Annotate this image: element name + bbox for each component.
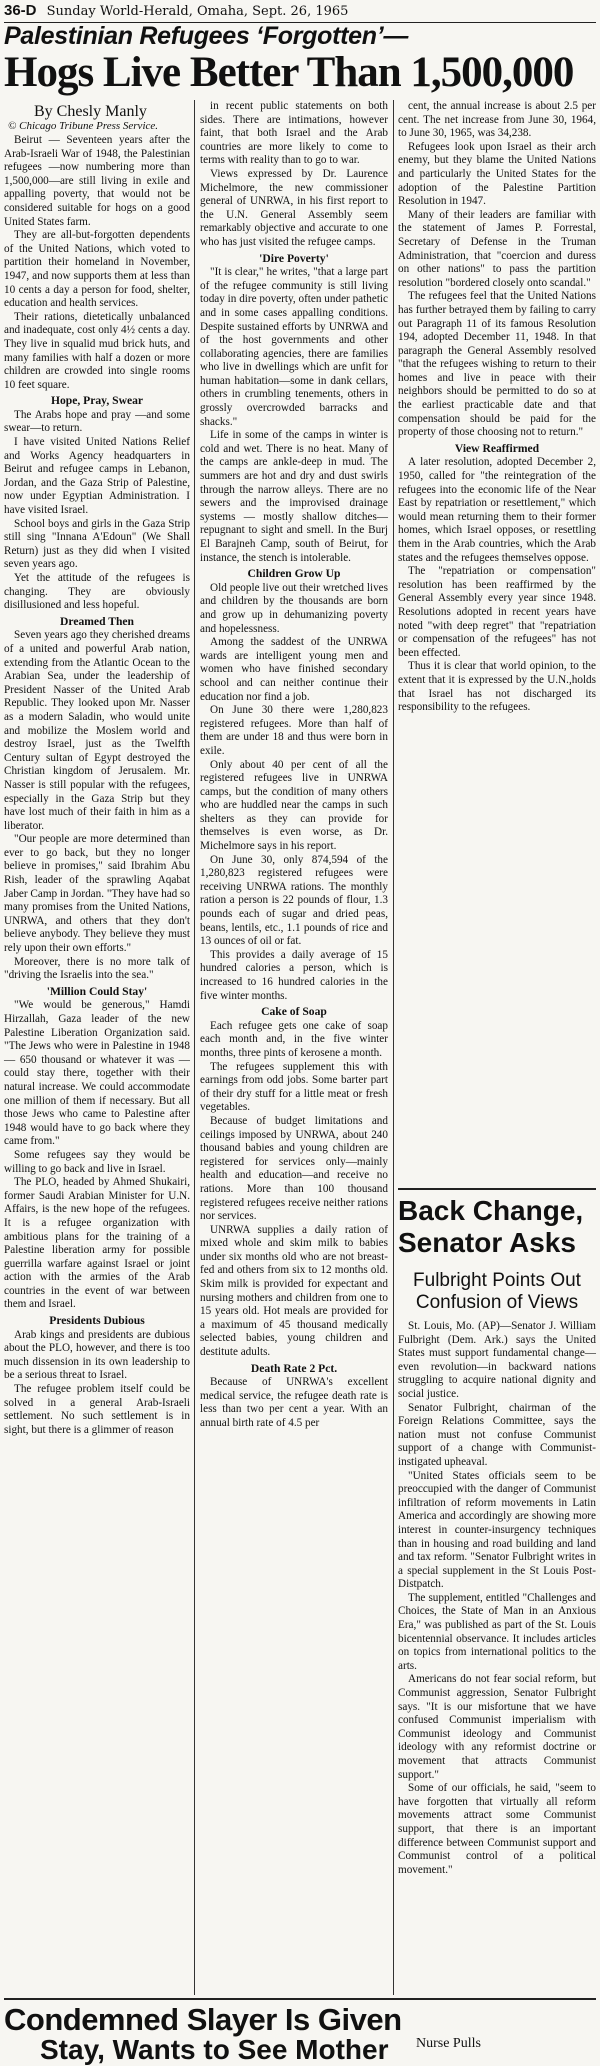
sidebar-deck: Fulbright Points Out Confusion of Views xyxy=(413,1270,581,1313)
paragraph: "It is clear," he writes, "that a large part of the refugee community is still living today in dire poverty, often under pathetic and in some cases appalling conditions. Despite sustained efforts by UNRWA and of the host governments and other collaborating agencies, there are families who live in dwellings which are unfit for human habitation—some in dank cellars, others in crumbling tenements, others in grossly overcrowded barracks and shacks." xyxy=(200,266,388,428)
bottom-extra-text: Nurse Pulls xyxy=(416,2036,481,2051)
paragraph: The refugee problem itself could be solved in a general Arab-Israeli settlement. No such settlement is in sight, but there is a glimmer of reason xyxy=(4,1383,190,1436)
paragraph: Their rations, dietetically unbalanced and inadequate, cost only 4½ cents a day. They live in squalid mud brick huts, and many families with half a dozen or more children are crowded into single rooms 10 feet square. xyxy=(4,310,190,391)
paragraph: The supplement, entitled "Challenges and Choices, the State of Man in an Anxious Era," was published as part of the St. Louis bicentennial observance. It includes articles on topics from international politics to the arts. xyxy=(398,1591,596,1672)
subhead: Children Grow Up xyxy=(247,567,341,581)
column-rule xyxy=(194,100,195,1995)
paragraph: A later resolution, adopted December 2, 1950, called for "the reintegration of the refugees into the economic life of the Near East by repatriation or resettlement," which would mean returning them to their former homes, which Israel opposes, or resettling them in the Arab countries, which the Arab states and the refugees themselves oppose. xyxy=(398,456,596,564)
paragraph: Some refugees say they would be willing to go back and live in Israel. xyxy=(4,1148,190,1175)
article-column-2 xyxy=(200,100,388,1431)
paragraph: Views expressed by Dr. Laurence Michelmore, the new commissioner general of UNRWA, in his first report to the U.N. General Assembly seem remarkably objective and accurate to one who has just visited the refugee camps. xyxy=(200,167,388,248)
sidebar-article xyxy=(398,1320,596,1877)
paragraph: cent, the annual increase is about 2.5 per cent. The net increase from June 30, 1964, to June 30, 1965, was 34,238. xyxy=(398,100,596,140)
article-column-3 xyxy=(398,100,596,715)
paragraph: On June 30 there were 1,280,823 registered refugees. More than half of them are under 18 and thus were born in exile. xyxy=(200,704,388,757)
paragraph: Arab kings and presidents are dubious about the PLO, however, and there is too much dissension in its own leadership to be a serious threat to Israel. xyxy=(4,1328,190,1382)
paragraph: This provides a daily average of 15 hundred calories a person, which is increased to 16 hundred calories in the five winter months. xyxy=(200,948,388,1002)
sidebar-headline: Back Change, Senator Asks xyxy=(398,1195,584,1258)
kicker-headline: Palestinian Refugees ‘Forgotten’— xyxy=(4,22,409,50)
paragraph: Many of their leaders are familiar with the statement of James P. Forrestal, Secretary of Defense in the Truman Administration, that "coercion and duress on other nations" to pass the partition resolution "bordered closely onto scandal." xyxy=(398,208,596,289)
paragraph: The refugees feel that the United Nations has further betrayed them by failing to carry out Paragraph 11 of its famous Resolution 194, adopted December 11, 1948. In that paragraph the General Assembly resolved "that the refugees wishing to return to their homes and live in peace with their neighbors should be permitted to do so at the earliest practicable date and that compensation should be paid for the property of those choosing not to return." xyxy=(398,290,596,439)
paragraph: Thus it is clear that world opinion, to the extent that it is expressed by the U.N.,holds that Israel has not discharged its responsibility to the refugees. xyxy=(398,660,596,714)
paragraph: St. Louis, Mo. (AP)—Senator J. William Fulbright (Dem. Ark.) says the United States must support fundamental change—even revolution—in backward nations struggling to acquire national dignity and social justice. xyxy=(398,1320,596,1400)
paragraph: On June 30, only 874,594 of the 1,280,823 registered refugees were receiving UNRWA rations. The monthly ration a person is 22 pounds of flour, 1.3 pounds each of sugar and dried peas, beans, lentils, etc., 1.1 pounds of rice and 13 ounces of oil or fat. xyxy=(200,853,388,948)
paragraph: Beirut — Seventeen years after the Arab-Israeli War of 1948, the Palestinian refugees —now numbering more than 1,500,000—are still living in exile and appalling poverty, that would not be considered suitable for hogs on a good United States farm. xyxy=(4,134,190,228)
page-number: 36-D xyxy=(4,2,37,19)
paragraph: Only about 40 per cent of all the registered refugees live in UNRWA camps, but the condition of many others who are huddled near the camps in such shelters as they can provide for themselves is even worse, as Dr. Michelmore says in his report. xyxy=(200,758,388,853)
subhead: View Reaffirmed xyxy=(454,441,540,455)
paragraph: Because of UNRWA's excellent medical service, the refugee death rate is less than two per cent a year. With an annual birth rate of 4.5 per xyxy=(200,1376,388,1429)
paragraph: Some of our officials, he said, "seem to have forgotten that virtually all reform movements attract some Communist support, that there is an important difference between Communist support and Communist control of a political movement." xyxy=(398,1782,596,1876)
subhead: Cake of Soap xyxy=(261,1005,327,1019)
dateline: Sunday World-Herald, Omaha, Sept. 26, 1965 xyxy=(46,4,349,19)
paragraph: Because of budget limitations and ceilings imposed by UNRWA, about 240 thousand babies and young children are registered for services only—mainly health and education—and receive no rations. More than 100 thousand registered refugees receive neither rations nor services. xyxy=(200,1114,388,1223)
subhead: Death Rate 2 Pct. xyxy=(250,1361,338,1375)
paragraph: UNRWA supplies a daily ration of mixed whole and skim milk to babies under six months old who are not breast-fed and others from six to 12 months old. Skim milk is provided for expectant and nursing mothers and children from one to 15 years old. Hot meals are provided for a maximum of 45 thousand medically selected babies, young children and destitute adults. xyxy=(200,1223,388,1359)
paragraph: Moreover, there is no more talk of "driving the Israelis into the sea." xyxy=(4,955,190,982)
paragraph: Senator Fulbright, chairman of the Foreign Relations Committee, says the nation must not confuse Communist support of a change with Communist-instigated upheaval. xyxy=(398,1401,596,1468)
paragraph: The Arabs hope and pray —and some swear—to return. xyxy=(4,408,190,435)
paragraph: Old people live out their wretched lives and children by the thousands are born and grow up in dehumanizing poverty and hopelessness. xyxy=(200,581,388,635)
paragraph: The refugees supplement this with earnings from odd jobs. Some barter part of their dry stuff for a little meat or fresh vegetables. xyxy=(200,1060,388,1114)
paragraph: Seven years ago they cherished dreams of a united and powerful Arab nation, extending from the Atlantic Ocean to the Arabian Sea, under the leadership of President Nasser of the United Arab Republic. They looked upon Mr. Nasser as a modern Saladin, who would unite and mobilize the Moslem world and destroy Israel, just as the Twelfth Century sultan of Egypt destroyed the Christian kingdom of Jerusalem. Mr. Nasser is still popular with the refugees, especially in the Gaza Strip but they have lost much of their faith in him as a liberator. xyxy=(4,629,190,832)
paragraph: "United States officials seem to be preoccupied with the danger of Communist infiltration of reform movements in Latin America and accordingly are showing more interest in counter-insurgency techniques than in housing and road building and land and tax reform. "Senator Fulbright writes in a special supplement in the St Louis Post-Distpatch. xyxy=(398,1469,596,1591)
paragraph: Life in some of the camps in winter is cold and wet. There is no heat. Many of the camps are ankle-deep in mud. The summers are hot and dry and dust swirls through the narrow alleys. There are no sewers and the improvised drainage systems — mostly shallow ditches—repugnant to sight and smell. In the Burj El Barajneh Camp, south of Beirut, for instance, the stench is intolerable. xyxy=(200,429,388,564)
subhead: 'Million Could Stay' xyxy=(46,984,148,998)
paragraph: Refugees look upon Israel as their arch enemy, but they blame the United Nations and particularly the United States for the adoption of the Palestine Partition Resolution in 1947. xyxy=(398,140,596,208)
paragraph: Yet the attitude of the refugees is changing. They are obviously disillusioned and less hopeful. xyxy=(4,572,190,612)
article-column-1 xyxy=(4,134,190,1437)
press-credit: © Chicago Tribune Press Service. xyxy=(8,120,159,132)
bottom-subhead: Stay, Wants to See Mother xyxy=(40,2034,389,2065)
subhead: Dreamed Then xyxy=(60,614,134,628)
bottom-headline: Condemned Slayer Is Given xyxy=(4,2002,402,2037)
paragraph: The PLO, headed by Ahmed Shukairi, former Saudi Arabian Minister for U.N. Affairs, is the new hope of the refugees. It is a refugee organization with ambitious plans for the training of a Palestine liberation army for possible guerrilla warfare against Israel or joint action with the armies of the Arab countries in the event of war between them and Israel. xyxy=(4,1176,190,1311)
paragraph: "Our people are more determined than ever to go back, but they no longer believe in promises," said Ibrahim Abu Rish, leader of the sprawling Aqabat Jaber Camp in Jordan. "They have had so many promises from the United Nations, UNRWA, and others that they don't believe anybody. They believe they must rely upon their own efforts." xyxy=(4,833,191,955)
column-rule xyxy=(393,100,394,1995)
paragraph: Among the saddest of the UNRWA wards are intelligent young men and women who have finished secondary school and can neither continue their education nor find a job. xyxy=(200,636,388,703)
subhead: 'Dire Poverty' xyxy=(259,251,329,265)
byline: By Chesly Manly xyxy=(34,103,147,120)
paragraph: Each refugee gets one cake of soap each month and, in the five winter months, three pints of kerosene a month. xyxy=(200,1019,388,1059)
paragraph: School boys and girls in the Gaza Strip still sing "Innana A'Edoun" (We Shall Return) just as they did when I visited seven years ago. xyxy=(4,517,190,571)
sidebar-rule xyxy=(398,1188,596,1190)
subhead: Hope, Pray, Swear xyxy=(50,394,144,408)
paragraph: Americans do not fear social reform, but Communist aggression, Senator Fulbright says. "It is our misfortune that we have confused Communist imperialism with Communist ideology and Communist ideology with any reformist doctrine or movement that attracts Communist support." xyxy=(398,1673,596,1781)
bottom-rule xyxy=(4,1998,596,2000)
paragraph: They are all-but-forgotten dependents of the United Nations, which voted to partition their homeland in November, 1947, and now supports them at less than 10 cents a day a person for food, shelter, education and health services. xyxy=(4,229,190,310)
paragraph: The "repatriation or compensation" resolution has been reaffirmed by the General Assembly every year since 1948. Resolutions adopted in recent years have noted "with deep regret" that "repatriation or compensation of the refugees" has not been effected. xyxy=(398,565,596,659)
main-headline: Hogs Live Better Than 1,500,000 xyxy=(4,49,574,96)
folio-line xyxy=(4,2,596,23)
paragraph: I have visited United Nations Relief and Works Agency headquarters in Beirut and refugee camps in Lebanon, Jordan, and the Gaza Strip of Palestine, now under Egyptian Administration. I have visited Israel. xyxy=(4,436,190,517)
paragraph: "We would be generous," Hamdi Hirzallah, Gaza leader of the new Palestine Liberation Organization said. "The Jews who were in Palestine in 1948 — 650 thousand or whatever it was — could stay there, together with their natural increase. We could accommodate one million of them if necessary. But all those Jews who came to Palestine after 1948 would have to go back where they came from." xyxy=(4,999,190,1148)
subhead: Presidents Dubious xyxy=(49,1314,145,1328)
paragraph: in recent public statements on both sides. There are intimations, however faint, that both Israel and the Arab countries are more likely to come to terms with reality than to go to war. xyxy=(200,100,388,167)
